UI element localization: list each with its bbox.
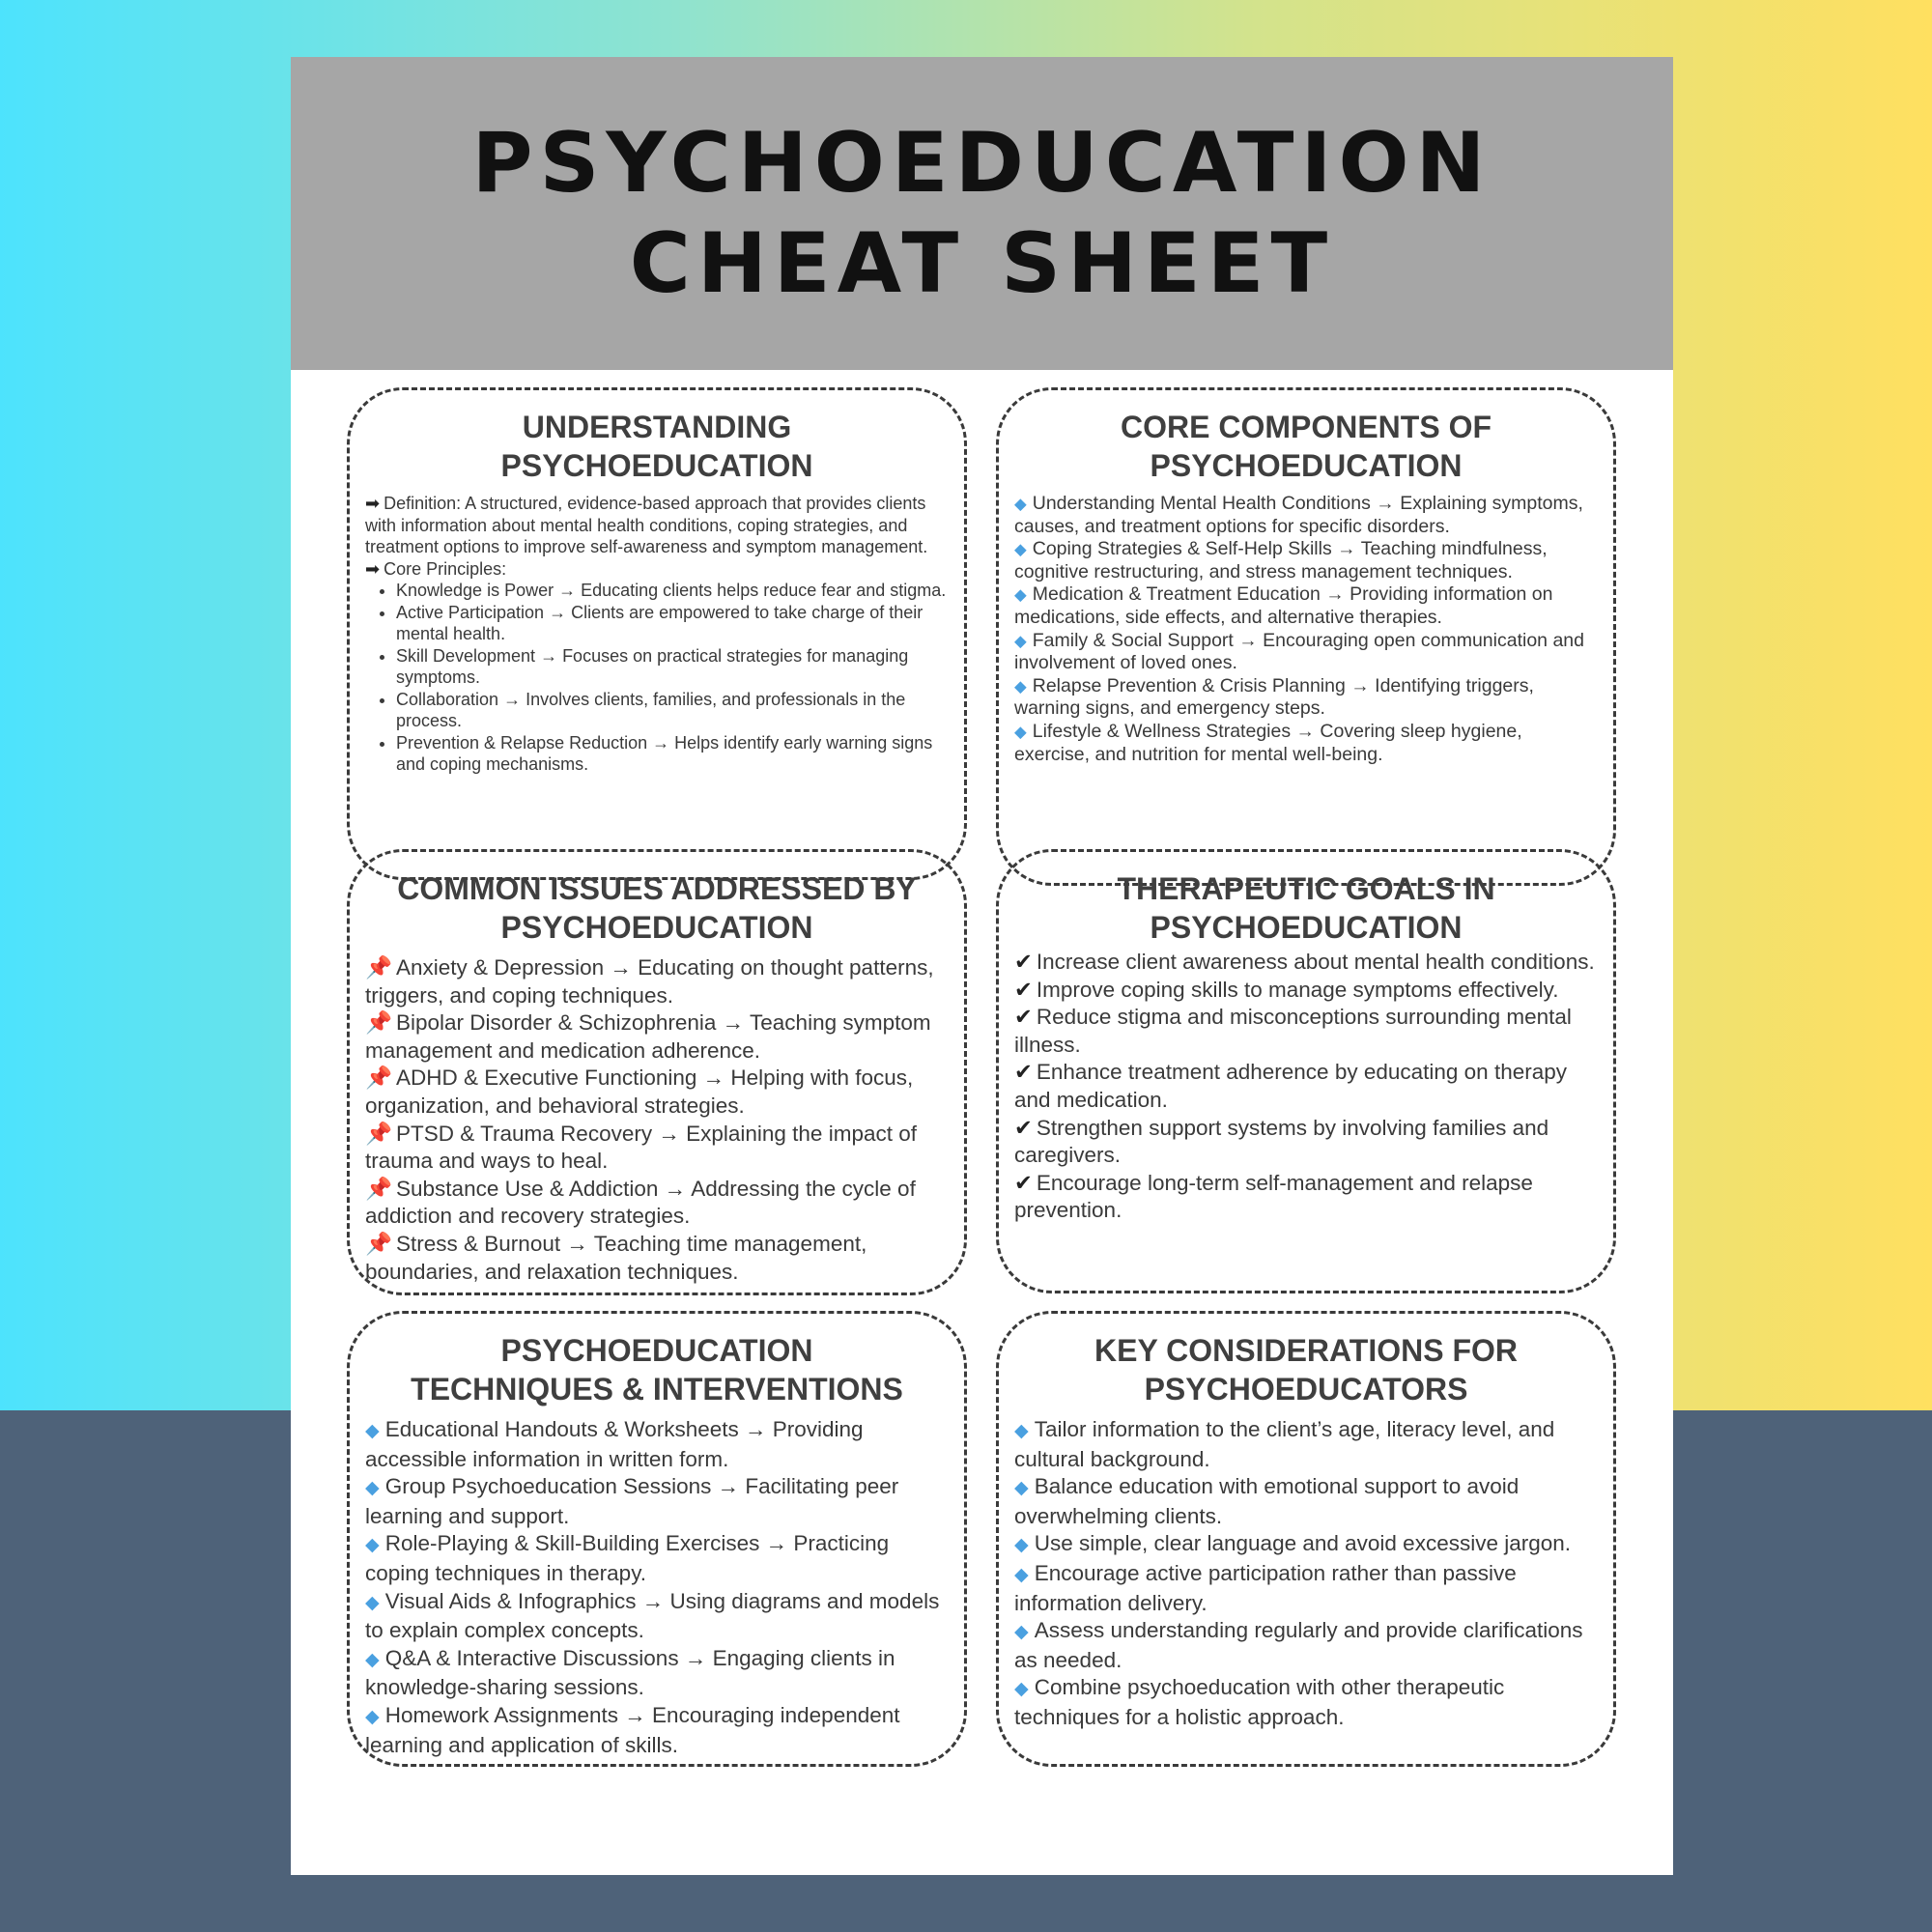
list-item: • Collaboration → Involves clients, families, and professionals in the process. — [396, 689, 949, 732]
list-item: ◆ Medication & Treatment Education → Providing information on medications, side effects, and alternative therapies. — [1014, 583, 1553, 628]
list-item: ✔ Reduce stigma and misconceptions surrounding mental illness. — [1014, 1005, 1572, 1057]
list-item: ◆ Q&A & Interactive Discussions → Engaging clients in knowledge-sharing sessions. — [365, 1645, 895, 1700]
list-item: 📌 PTSD & Trauma Recovery → Explaining the impact of trauma and ways to heal. — [365, 1121, 917, 1174]
diamond-icon: ◆ — [365, 1649, 380, 1670]
list-item: ◆ Lifestyle & Wellness Strategies → Covering sleep hygiene, exercise, and nutrition for mental well-being. — [1014, 720, 1522, 765]
pushpin-icon: 📌 — [365, 1065, 393, 1091]
card-title-line-2: PSYCHOEDUCATORS — [1144, 1372, 1468, 1406]
list-item: ◆ Visual Aids & Infographics → Using diagrams and models to explain complex concepts. — [365, 1588, 940, 1643]
pushpin-icon: 📌 — [365, 1231, 393, 1256]
diamond-icon: ◆ — [1014, 631, 1027, 650]
list-item: ✔ Enhance treatment adherence by educating on therapy and medication. — [1014, 1060, 1567, 1112]
card-title-line-1: PSYCHOEDUCATION — [500, 1333, 813, 1368]
card-key-considerations — [996, 1311, 1616, 1767]
check-icon: ✔ — [1014, 950, 1033, 974]
diamond-icon: ◆ — [1014, 585, 1027, 605]
card-title-line-2: PSYCHOEDUCATION — [1150, 910, 1463, 945]
list-item: 📌 Stress & Burnout → Teaching time management, boundaries, and relaxation techniques. — [365, 1231, 867, 1284]
diamond-icon: ◆ — [365, 1706, 380, 1727]
card-title — [365, 408, 949, 485]
pushpin-icon: 📌 — [365, 1010, 393, 1036]
list-item: ◆ Homework Assignments → Encouraging independent learning and application of skills. — [365, 1702, 900, 1757]
list-item: ◆ Understanding Mental Health Conditions → Explaining symptoms, causes, and treatment options for specific disorders. — [1014, 493, 1583, 537]
list-item: • Active Participation → Clients are empowered to take charge of their mental health. — [396, 602, 949, 645]
diamond-icon: ◆ — [1014, 540, 1027, 559]
card-title — [1014, 408, 1598, 485]
card-title-line-1: CORE COMPONENTS OF — [1120, 410, 1492, 444]
diamond-icon: ◆ — [1014, 1535, 1029, 1556]
card-techniques — [347, 1311, 967, 1767]
list-item: ◆ Group Psychoeducation Sessions → Facilitating peer learning and support. — [365, 1474, 899, 1528]
diamond-icon: ◆ — [1014, 1679, 1029, 1700]
diamond-icon: ◆ — [365, 1535, 380, 1556]
list-item: ◆ Relapse Prevention & Crisis Planning → Identifying triggers, warning signs, and emergency steps. — [1014, 674, 1534, 720]
list-item: ✔ Encourage long-term self-management and relapse prevention. — [1014, 1170, 1533, 1223]
diamond-icon: ◆ — [1014, 676, 1027, 696]
diamond-icon: ◆ — [1014, 1564, 1029, 1585]
card-core-components — [996, 387, 1616, 886]
check-icon: ✔ — [1014, 1170, 1033, 1195]
page-title-line-2: CHEAT SHEET — [629, 215, 1335, 312]
arrow-icon: ➡ — [365, 558, 381, 579]
list-item: 📌 Substance Use & Addiction → Addressing the cycle of addiction and recovery strategies. — [365, 1176, 916, 1229]
card-title-line-2: PSYCHOEDUCATION — [1150, 448, 1463, 483]
list-item: ✔ Strengthen support systems by involving families and caregivers. — [1014, 1115, 1549, 1168]
card-title — [365, 1331, 949, 1408]
pushpin-icon: 📌 — [365, 1121, 393, 1146]
list-item: 📌 Bipolar Disorder & Schizophrenia → Teaching symptom management and medication adherence. — [365, 1010, 931, 1063]
list-item: • Skill Development → Focuses on practical strategies for managing symptoms. — [396, 645, 949, 689]
diamond-icon: ◆ — [365, 1421, 380, 1441]
list-item: ◆ Coping Strategies & Self-Help Skills → Teaching mindfulness, cognitive restructuring, and stress management techniques. — [1014, 538, 1548, 582]
list-item: ◆ Encourage active participation rather than passive information delivery. — [1014, 1560, 1517, 1615]
diamond-icon: ◆ — [1014, 1478, 1029, 1499]
list-item: • Knowledge is Power → Educating clients helps reduce fear and stigma. — [396, 580, 949, 602]
header-banner — [291, 57, 1673, 370]
list-item: ◆ Balance education with emotional support to avoid overwhelming clients. — [1014, 1474, 1520, 1528]
list-item: ◆ Role-Playing & Skill-Building Exercises → Practicing coping techniques in therapy. — [365, 1531, 890, 1585]
page-title-line-1: PSYCHOEDUCATION — [471, 115, 1492, 212]
diamond-icon: ◆ — [1014, 1622, 1029, 1643]
pushpin-icon: 📌 — [365, 1176, 393, 1201]
list-item: ✔ Increase client awareness about mental health conditions. — [1014, 950, 1595, 974]
list-item: ◆ Use simple, clear language and avoid excessive jargon. — [1014, 1531, 1572, 1556]
pushpin-icon: 📌 — [365, 955, 393, 980]
card-common-issues — [347, 849, 967, 1295]
card-title — [1014, 869, 1598, 947]
cheat-sheet-page — [291, 57, 1673, 1875]
diamond-icon: ◆ — [365, 1478, 380, 1499]
diamond-icon: ◆ — [1014, 1421, 1029, 1441]
card-understanding — [347, 387, 967, 880]
card-title-line-1: THERAPEUTIC GOALS IN — [1117, 871, 1495, 906]
check-icon: ✔ — [1014, 1005, 1033, 1030]
card-title-line-1: UNDERSTANDING — [522, 410, 792, 444]
list-item: 📌 ADHD & Executive Functioning → Helping with focus, organization, and behavioral strategies. — [365, 1065, 914, 1118]
card-title-line-2: PSYCHOEDUCATION — [500, 910, 813, 945]
principles-label: ➡ Core Principles: — [365, 558, 507, 579]
check-icon: ✔ — [1014, 977, 1033, 1002]
list-item: 📌 Anxiety & Depression → Educating on thought patterns, triggers, and coping techniques. — [365, 955, 934, 1008]
card-title-line-2: TECHNIQUES & INTERVENTIONS — [411, 1372, 903, 1406]
list-item: ◆ Family & Social Support → Encouraging open communication and involvement of loved ones. — [1014, 629, 1584, 674]
definition-text: ➡ Definition: A structured, evidence-based approach that provides clients with information about mental health conditions, coping strategies, and treatment options to improve self-awareness and symptom management. — [365, 494, 928, 556]
diamond-icon: ◆ — [1014, 495, 1027, 513]
list-item: ◆ Educational Handouts & Worksheets → Providing accessible information in written form. — [365, 1417, 864, 1471]
card-title-line-1: KEY CONSIDERATIONS FOR — [1094, 1333, 1518, 1368]
list-item: ◆ Assess understanding regularly and provide clarifications as needed. — [1014, 1618, 1583, 1672]
list-item: ◆ Combine psychoeducation with other therapeutic techniques for a holistic approach. — [1014, 1675, 1505, 1729]
diamond-icon: ◆ — [365, 1592, 380, 1613]
list-item: ✔ Improve coping skills to manage symptoms effectively. — [1014, 977, 1559, 1002]
card-title-line-1: COMMON ISSUES ADDRESSED BY — [397, 871, 917, 906]
check-icon: ✔ — [1014, 1115, 1033, 1140]
check-icon: ✔ — [1014, 1060, 1033, 1085]
principles-list — [365, 580, 949, 776]
list-item: ◆ Tailor information to the client’s age, literacy level, and cultural background. — [1014, 1417, 1555, 1471]
card-therapeutic-goals — [996, 849, 1616, 1293]
card-title — [365, 869, 949, 947]
list-item: • Prevention & Relapse Reduction → Helps identify early warning signs and coping mechanisms. — [396, 732, 949, 776]
card-title — [1014, 1331, 1598, 1408]
card-title-line-2: PSYCHOEDUCATION — [500, 448, 813, 483]
arrow-icon: ➡ — [365, 494, 381, 513]
diamond-icon: ◆ — [1014, 722, 1027, 741]
